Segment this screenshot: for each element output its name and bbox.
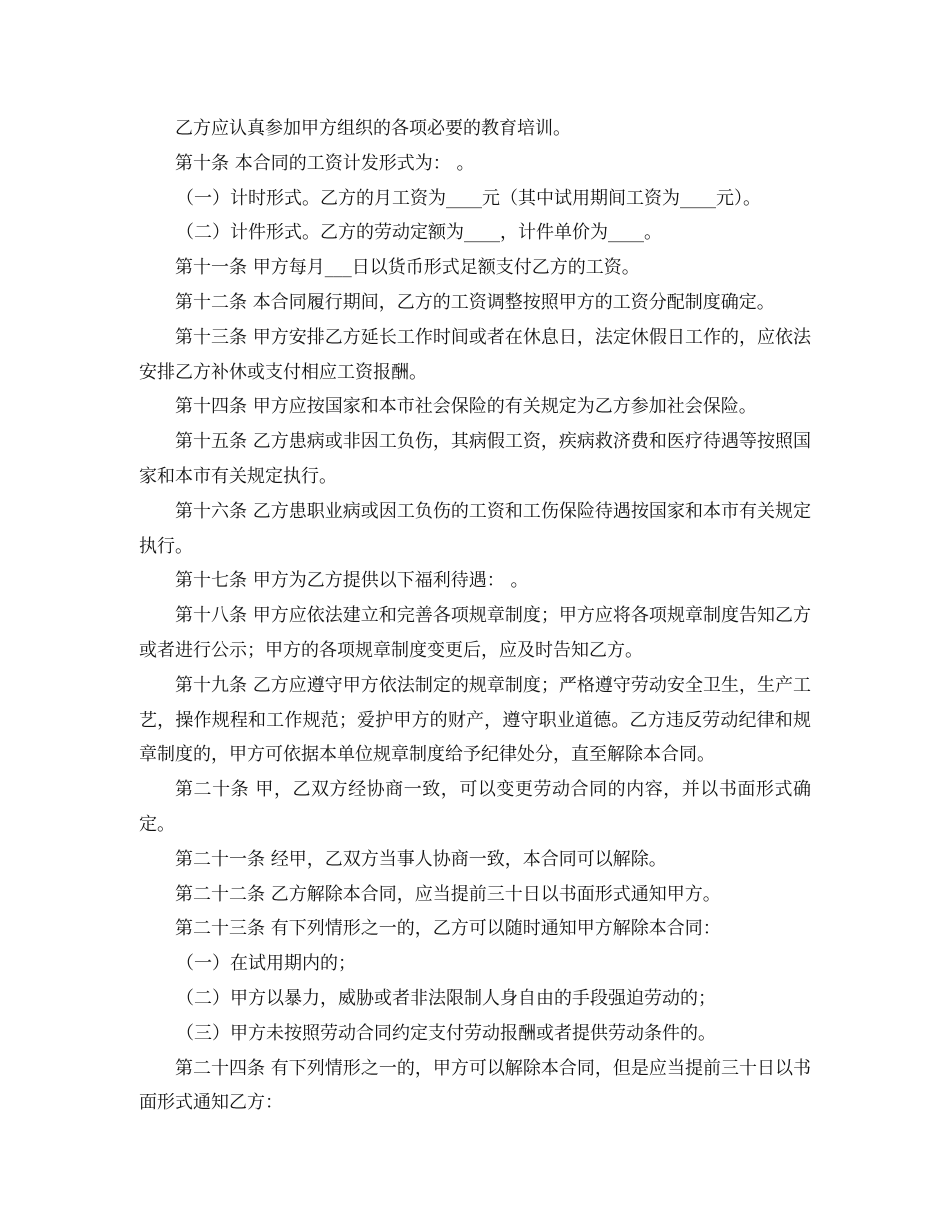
article-23: 第二十三条 有下列情形之一的，乙方可以随时通知甲方解除本合同： xyxy=(175,918,721,940)
article-12: 第十二条 本合同履行期间，乙方的工资调整按照甲方的工资分配制度确定。 xyxy=(175,291,775,313)
article-10: 第十条 本合同的工资计发形式为： 。 xyxy=(175,152,475,174)
article-19: 第十九条 乙方应遵守甲方依法制定的规章制度；严格遵守劳动安全卫生，生产工艺，操作规程和工作规范；爱护甲方的财产，遵守职业道德。乙方违反劳动纪律和规章制度的，甲方可依据本单位规章制度给予纪律处分，直至解除本合同。 xyxy=(139,674,811,766)
article-21: 第二十一条 经甲，乙双方当事人协商一致，本合同可以解除。 xyxy=(175,848,667,870)
article-23-item-1: （一）在试用期内的； xyxy=(176,953,356,975)
article-23-item-2: （二）甲方以暴力，威胁或者非法限制人身自由的手段强迫劳动的； xyxy=(176,987,716,1009)
article-17: 第十七条 甲方为乙方提供以下福利待遇： 。 xyxy=(175,570,529,592)
article-10-item-2: （二）计件形式。乙方的劳动定额为____，计件单价为____。 xyxy=(176,222,662,244)
paragraph-training: 乙方应认真参加甲方组织的各项必要的教育培训。 xyxy=(175,118,571,139)
article-15: 第十五条 乙方患病或非因工负伤，其病假工资，疾病救济费和医疗待遇等按照国家和本市有关规定执行。 xyxy=(139,431,811,487)
article-14: 第十四条 甲方应按国家和本市社会保险的有关规定为乙方参加社会保险。 xyxy=(175,396,757,418)
article-20: 第二十条 甲，乙双方经协商一致，可以变更劳动合同的内容，并以书面形式确定。 xyxy=(139,779,811,835)
article-10-item-1: （一）计时形式。乙方的月工资为____元（其中试用期间工资为____元）。 xyxy=(176,187,761,209)
article-13: 第十三条 甲方安排乙方延长工作时间或者在休息日，法定休假日工作的，应依法安排乙方补休或支付相应工资报酬。 xyxy=(139,326,811,383)
article-18: 第十八条 甲方应依法建立和完善各项规章制度；甲方应将各项规章制度告知乙方或者进行公示；甲方的各项规章制度变更后，应及时告知乙方。 xyxy=(139,605,811,661)
article-11: 第十一条 甲方每月___日以货币形式足额支付乙方的工资。 xyxy=(175,257,640,279)
article-23-item-3: （三）甲方未按照劳动合同约定支付劳动报酬或者提供劳动条件的。 xyxy=(176,1022,716,1044)
article-22: 第二十二条 乙方解除本合同，应当提前三十日以书面形式通知甲方。 xyxy=(175,883,721,905)
contract-body xyxy=(139,112,811,1121)
article-24: 第二十四条 有下列情形之一的，甲方可以解除本合同，但是应当提前三十日以书面形式通知乙方： xyxy=(139,1057,811,1114)
article-16: 第十六条 乙方患职业病或因工负伤的工资和工伤保险待遇按国家和本市有关规定执行。 xyxy=(139,500,811,557)
